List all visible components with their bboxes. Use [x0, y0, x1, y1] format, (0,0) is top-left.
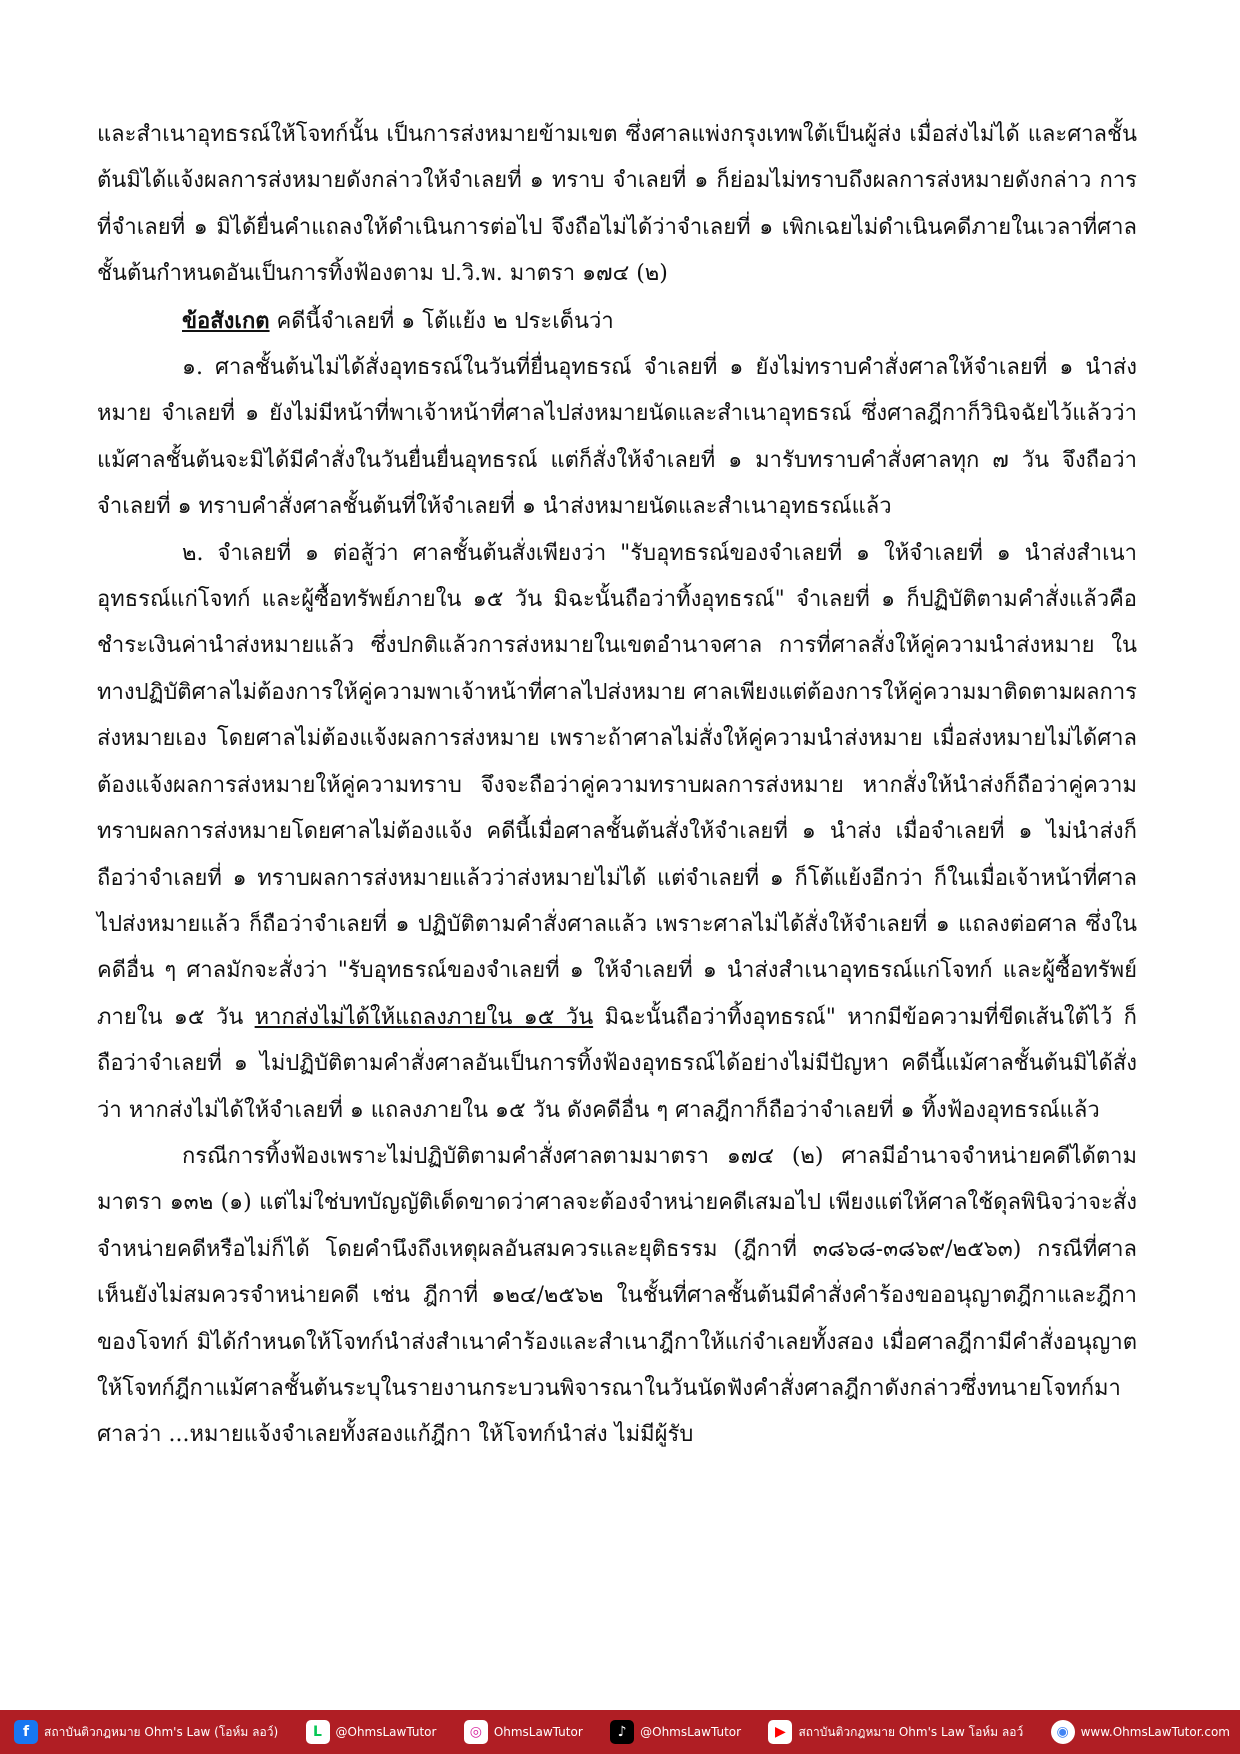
instagram-icon: ◎ — [464, 1720, 488, 1744]
footer-label: @OhmsLawTutor — [335, 1725, 437, 1739]
footer-link-tiktok[interactable] — [610, 1720, 741, 1744]
underlined-text: หากส่งไม่ได้ให้แถลงภายใน ๑๕ วัน — [254, 1004, 594, 1030]
text-segment: และสำเนาอุทธรณ์ให้โจทก์นั้น เป็นการส่งหมายข้ามเขต ซึ่งศาลแพ่งกรุงเทพใต้เป็นผู้ส่ง เมื่อส่งไม่ได้ และศาลชั้นต้นมิได้แจ้งผลการส่งหมายดังกล่าวให้จำเลยที่ ๑ ทราบ จำเลยที่ ๑ ก็ย่อมไม่ทราบถึงผลการส่งหมายดังกล่าว การที่จำเลยที่ ๑ มิได้ยื่นคำแถลงให้ดำเนินการต่อไป จึงถือไม่ได้ว่าจำเลยที่ ๑ เพิกเฉยไม่ดำเนินคดีภายในเวลาที่ศาลชั้นต้นกำหนดอันเป็นการทิ้งฟ้องตาม ป.วิ.พ. มาตรา ๑๗๔ (๒) — [97, 122, 1137, 287]
underlined-text: ข้อสังเกต — [182, 307, 270, 334]
footer-link-instagram[interactable] — [464, 1720, 583, 1744]
text-segment: คดีนี้จำเลยที่ ๑ โต้แย้ง ๒ ประเด็นว่า — [269, 308, 614, 334]
youtube-icon: ▶ — [768, 1720, 792, 1744]
footer-link-facebook[interactable] — [14, 1720, 278, 1744]
footer-label: www.OhmsLawTutor.com — [1080, 1725, 1230, 1739]
facebook-icon: f — [14, 1720, 38, 1744]
text-segment: มิฉะนั้นถือว่าทิ้งอุทธรณ์" หากมีข้อความที่ขีดเส้นใต้ไว้ ก็ถือว่าจำเลยที่ ๑ ไม่ปฏิบัติตามคำสั่งศาลอันเป็นการทิ้งฟ้องอุทธรณ์ได้อย่างไม่มีปัญหา คดีนี้แม้ศาลชั้นต้นมิได้สั่งว่า หากส่งไม่ได้ให้จำเลยที่ ๑ แถลงภายใน ๑๕ วัน ดังคดีอื่น ๆ ศาลฎีกาก็ถือว่าจำเลยที่ ๑ ทิ้งฟ้องอุทธรณ์แล้ว — [97, 1004, 1137, 1123]
paragraph — [97, 298, 1137, 345]
footer-label: สถาบันติวกฎหมาย Ohm's Law โอห์ม ลอว์ — [798, 1724, 1024, 1739]
paragraph — [97, 112, 1137, 298]
text-segment: กรณีการทิ้งฟ้องเพราะไม่ปฏิบัติตามคำสั่งศาลตามมาตรา ๑๗๔ (๒) ศาลมีอำนาจจำหน่ายคดีได้ตามมาตรา ๑๓๒ (๑) แต่ไม่ใช่บทบัญญัติเด็ดขาดว่าศาลจะต้องจำหน่ายคดีเสมอไป เพียงแต่ให้ศาลใช้ดุลพินิจว่าจะสั่งจำหน่ายคดีหรือไม่ก็ได้ โดยคำนึงถึงเหตุผลอันสมควรและยุติธรรม (ฎีกาที่ ๓๘๖๘-๓๘๖๙/๒๕๖๓) กรณีที่ศาลเห็นยังไม่สมควรจำหน่ายคดี เช่น ฎีกาที่ ๑๒๔/๒๕๖๒ ในชั้นที่ศาลชั้นต้นมีคำสั่งคำร้องขออนุญาตฎีกาและฎีกาของโจทก์ มิได้กำหนดให้โจทก์นำส่งสำเนาคำร้องและสำเนาฎีกาให้แก่จำเลยทั้งสอง เมื่อศาลฎีกามีคำสั่งอนุญาตให้โจทก์ฎีกาแม้ศาลชั้นต้นระบุในรายงานกระบวนพิจารณาในวันนัดฟังคำสั่งศาลฎีกาดังกล่าวซึ่งทนายโจทก์มาศาลว่า ...หมายแจ้งจำเลยทั้งสองแก้ฎีกา ให้โจทก์นำส่ง ไม่มีผู้รับ — [97, 1143, 1137, 1448]
footer-link-youtube[interactable] — [768, 1720, 1023, 1744]
footer-bar — [0, 1710, 1240, 1754]
text-segment: ๒. จำเลยที่ ๑ ต่อสู้ว่า ศาลชั้นต้นสั่งเพียงว่า "รับอุทธรณ์ของจำเลยที่ ๑ ให้จำเลยที่ ๑ นำส่งสำเนาอุทธรณ์แก่โจทก์ และผู้ซื้อทรัพย์ภายใน ๑๕ วัน มิฉะนั้นถือว่าทิ้งอุทธรณ์" จำเลยที่ ๑ ก็ปฏิบัติตามคำสั่งแล้วคือชำระเงินค่านำส่งหมายแล้ว ซึ่งปกติแล้วการส่งหมายในเขตอำนาจศาล การที่ศาลสั่งให้คู่ความนำส่งหมาย ในทางปฏิบัติศาลไม่ต้องการให้คู่ความพาเจ้าหน้าที่ศาลไปส่งหมาย ศาลเพียงแต่ต้องการให้คู่ความมาติดตามผลการส่งหมายเอง โดยศาลไม่ต้องแจ้งผลการส่งหมาย เพราะถ้าศาลไม่สั่งให้คู่ความนำส่งหมาย เมื่อส่งหมายไม่ได้ศาลต้องแจ้งผลการส่งหมายให้คู่ความทราบ จึงจะถือว่าคู่ความทราบผลการส่งหมาย หากสั่งให้นำส่งก็ถือว่าคู่ความทราบผลการส่งหมายโดยศาลไม่ต้องแจ้ง คดีนี้เมื่อศาลชั้นต้นสั่งให้จำเลยที่ ๑ นำส่ง เมื่อจำเลยที่ ๑ ไม่นำส่งก็ถือว่าจำเลยที่ ๑ ทราบผลการส่งหมายแล้วว่าส่งหมายไม่ได้ แต่จำเลยที่ ๑ ก็โต้แย้งอีกว่า ก็ในเมื่อเจ้าหน้าที่ศาลไปส่งหมายแล้ว ก็ถือว่าจำเลยที่ ๑ ปฏิบัติตามคำสั่งศาลแล้ว เพราะศาลไม่ได้สั่งให้จำเลยที่ ๑ แถลงต่อศาล ซึ่งในคดีอื่น ๆ ศาลมักจะสั่งว่า "รับอุทธรณ์ของจำเลยที่ ๑ ให้จำเลยที่ ๑ นำส่งสำเนาอุทธรณ์แก่โจทก์ และผู้ซื้อทรัพย์ภายใน ๑๕ วัน — [97, 540, 1137, 1030]
document-body — [97, 112, 1137, 1459]
tiktok-icon: ♪ — [610, 1720, 634, 1744]
line-icon: L — [306, 1720, 330, 1744]
footer-link-line[interactable] — [306, 1720, 437, 1744]
text-segment: ๑. ศาลชั้นต้นไม่ได้สั่งอุทธรณ์ในวันที่ยื่นอุทธรณ์ จำเลยที่ ๑ ยังไม่ทราบคำสั่งศาลให้จำเลยที่ ๑ นำส่งหมาย จำเลยที่ ๑ ยังไม่มีหน้าที่พาเจ้าหน้าที่ศาลไปส่งหมายนัดและสำเนาอุทธรณ์ ซึ่งศาลฎีกาก็วินิจฉัยไว้แล้วว่า แม้ศาลชั้นต้นจะมิได้มีคำสั่งในวันยื่นยื่นอุทธรณ์ แต่ก็สั่งให้จำเลยที่ ๑ มารับทราบคำสั่งศาลทุก ๗ วัน จึงถือว่าจำเลยที่ ๑ ทราบคำสั่งศาลชั้นต้นที่ให้จำเลยที่ ๑ นำส่งหมายนัดและสำเนาอุทธรณ์แล้ว — [97, 355, 1137, 520]
paragraph — [97, 531, 1137, 1134]
paragraph — [97, 1134, 1137, 1459]
footer-link-globe[interactable] — [1051, 1720, 1230, 1744]
globe-icon: ◉ — [1051, 1720, 1075, 1744]
footer-label: สถาบันติวกฎหมาย Ohm's Law (โอห์ม ลอว์) — [44, 1724, 279, 1739]
paragraph — [97, 345, 1137, 531]
footer-label: OhmsLawTutor — [493, 1725, 583, 1739]
footer-label: @OhmsLawTutor — [640, 1725, 742, 1739]
